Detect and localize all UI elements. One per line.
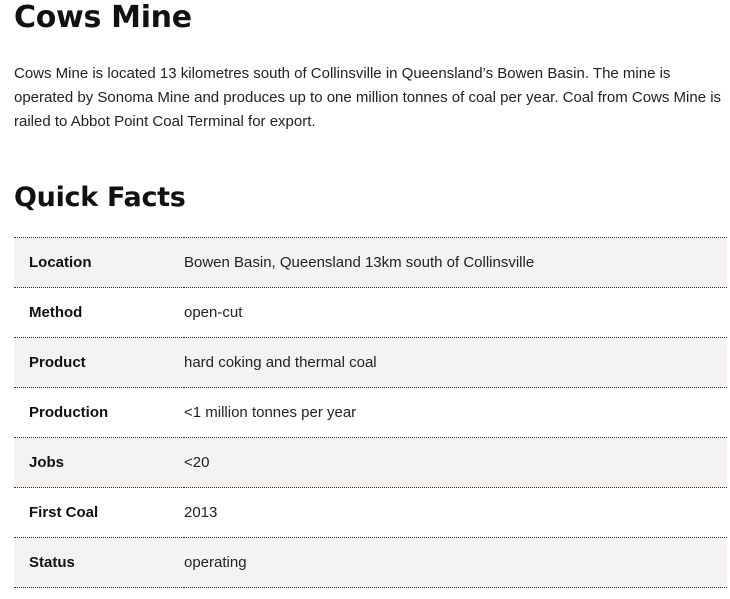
fact-label: Status	[29, 554, 75, 571]
fact-value: <1 million tonnes per year	[184, 404, 357, 421]
intro-paragraph: Cows Mine is located 13 kilometres south of Collinsville in Queensland’s Bowen Basin. The mine is operated by Sonoma Mine and produces up to one million tonnes of coal per year. Coal from Cows Mine is railed to Abbot Point Coal Terminal for export.	[14, 65, 722, 130]
fact-row-jobs	[14, 438, 727, 488]
fact-label: Location	[29, 254, 92, 271]
fact-row-method	[14, 288, 727, 338]
fact-row-first-coal	[14, 488, 727, 538]
fact-value: 2013	[184, 504, 218, 521]
fact-value: open-cut	[184, 304, 243, 321]
fact-label: First Coal	[29, 504, 99, 521]
quick-facts-heading: Quick Facts	[14, 182, 186, 213]
fact-label: Jobs	[29, 454, 65, 471]
fact-label: Method	[29, 304, 83, 321]
fact-row-product	[14, 338, 727, 388]
fact-row-status	[14, 538, 727, 588]
fact-value: operating	[184, 554, 247, 571]
fact-label: Production	[29, 404, 109, 421]
fact-value: Bowen Basin, Queensland 13km south of Collinsville	[184, 254, 535, 271]
fact-row-location	[14, 238, 727, 288]
quick-facts-table	[14, 237, 727, 588]
fact-value: hard coking and thermal coal	[184, 354, 377, 371]
page-title: Cows Mine	[14, 0, 192, 35]
fact-value: <20	[184, 454, 210, 471]
fact-label: Product	[29, 354, 86, 371]
fact-row-production	[14, 388, 727, 438]
